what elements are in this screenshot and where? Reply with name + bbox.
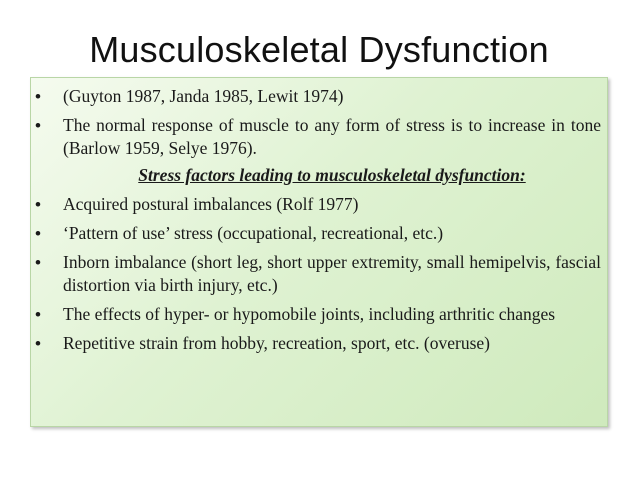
bullet-icon: • bbox=[35, 305, 41, 324]
bullet-item-joints bbox=[33, 303, 601, 326]
bullet-item-pattern-of-use bbox=[33, 222, 601, 245]
bullet-text: Repetitive strain from hobby, recreation, sport, etc. (overuse) bbox=[63, 333, 490, 353]
content-box bbox=[30, 77, 608, 427]
bullet-item-postural bbox=[33, 193, 601, 216]
bullet-text: The effects of hyper- or hypomobile joints, including arthritic changes bbox=[63, 304, 556, 324]
bullet-item-normal-response bbox=[33, 114, 601, 160]
slide-title: Musculoskeletal Dysfunction bbox=[89, 29, 549, 70]
bullet-icon: • bbox=[35, 334, 41, 353]
bullet-icon: • bbox=[35, 116, 41, 135]
bullet-list bbox=[33, 85, 601, 361]
bullet-text: Acquired postural imbalances (Rolf 1977) bbox=[63, 194, 359, 214]
bullet-text: Inborn imbalance (short leg, short upper extremity, small hemipelvis, fascial distortion via birth injury, etc.) bbox=[63, 252, 601, 295]
bullet-text: The normal response of muscle to any form of stress is to increase in tone (Barlow 1959, Selye 1976). bbox=[63, 115, 601, 158]
bullet-icon: • bbox=[35, 224, 41, 243]
bullet-icon: • bbox=[35, 253, 41, 272]
bullet-icon: • bbox=[35, 87, 41, 106]
bullet-text: (Guyton 1987, Janda 1985, Lewit 1974) bbox=[63, 86, 344, 106]
bullet-text: ‘Pattern of use’ stress (occupational, recreational, etc.) bbox=[63, 223, 444, 243]
bullet-item-inborn-imbalance bbox=[33, 251, 601, 297]
bullet-icon: • bbox=[35, 195, 41, 214]
bullet-item-repetitive-strain bbox=[33, 332, 601, 355]
stress-factors-subheading: Stress factors leading to musculoskeletal dysfunction: bbox=[138, 165, 526, 185]
bullet-item-citations bbox=[33, 85, 601, 108]
